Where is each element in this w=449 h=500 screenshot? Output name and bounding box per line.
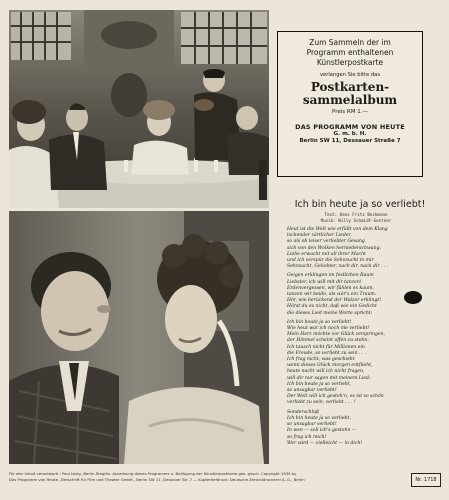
postcard-album-ad [277, 31, 423, 177]
lyrics-line: Ich bin heute ja so verliebt, [287, 381, 351, 387]
lyrics-line: Sehnsucht, Geliebter, nach dir, nach dir . . . [287, 264, 389, 270]
lyrics-line: heute nacht will ich nicht fragen, [287, 369, 365, 375]
footer-imprint [9, 471, 429, 482]
lyrics-line: wenn dieses Glück morgen entflieht, [287, 363, 373, 369]
lyrics-line: Mein Herz möchte vor Glück zerspringen, [287, 332, 386, 338]
lyrics-line: Wie heut war ich noch nie verliebt! [287, 326, 370, 332]
ad-gmbh: G. m. b. H. [333, 131, 367, 137]
text-credit: Text: Hans Fritz Beckmann [324, 212, 388, 217]
ad-price: Preis RM 1.— [332, 109, 368, 115]
song-title: Ich bin heute ja so verliebt! [294, 199, 426, 210]
lyrics-line: Wer wird — vielleicht — in dich! [287, 440, 363, 446]
ink-dot [404, 291, 422, 304]
ad-address: Berlin SW 11, Dessauer Straße 7 [299, 138, 401, 144]
photo-dinner-scene [9, 10, 269, 208]
music-credit: Musik: Willy Schmidt-Gentner [320, 218, 392, 223]
lyrics-line: tanzen wir beide, als wär's ein Traum. [287, 292, 377, 298]
ad-line-2: Programm enthaltenen [306, 48, 394, 57]
lyrics-line: der Himmel scheint offen zu stehn. [287, 338, 369, 344]
lyrics-line: Heut ist die Welt wie erfüllt von dem Klang [287, 227, 388, 232]
lyrics-stanza [287, 320, 439, 407]
lyrics-line: verliebt zu sein, verliebt . . . ! [287, 400, 356, 406]
ad-title-line-2: sammelalbum [302, 93, 398, 107]
lyrics-line: so unsagbar verliebt! [287, 388, 337, 394]
ad-publisher: DAS PROGRAMM VON HEUTE [295, 123, 405, 131]
lyrics-stanza [287, 227, 439, 270]
lyrics-line: Ich bin heute ja so verliebt, [287, 415, 351, 421]
lyrics-line: Liebe erwacht mit all ihrer Macht [287, 251, 366, 257]
lyrics-line: die Freude, so verliebt zu sein . . . [287, 350, 367, 356]
lyrics-stanza [287, 410, 439, 447]
lyrics-line: sich von den Wolken herniederschwang. [287, 245, 382, 251]
ad-line-3: Künstlerpostkarte [316, 58, 384, 67]
lyrics-line: Hörst du es nicht, daß wie ein Gedicht [287, 304, 377, 310]
issue-number: Nr. 1718 [411, 473, 441, 487]
song-credits [296, 212, 416, 224]
lyrics-line: Sonderschluß [287, 409, 320, 415]
lyrics-line: Ich bin heute ja so verliebt! [287, 319, 352, 325]
lyrics-line: so unsagbar verliebt! [287, 422, 337, 428]
ad-request: verlangen Sie bitte das [319, 72, 381, 78]
lyrics-line: so als ob leiser verliebter Gesang [287, 239, 365, 245]
lyrics-line: so frag ich mich! [287, 434, 327, 440]
lyrics-line: In wen — soll ich's gestehn — [287, 428, 357, 434]
footer-line-2: Das Programm von Heute, Zeitschrift für Film und Theater GmbH., Berlin SW 11, Dessauer Str. 7 — Kupfertiefdruck: Deutsche Zentraldruckerei A.-G., Berlin [9, 476, 305, 482]
song-lyrics [287, 227, 439, 450]
lyrics-line: Erdenvergessen, wir fühlen es kaum, [287, 285, 374, 291]
lyrics-line: die dieses Lied meine Worte spricht: [287, 310, 373, 316]
lyrics-line: lockender zärtlicher Lieder, [287, 233, 352, 239]
ad-title-line-1: Postkarten- [310, 80, 390, 94]
lyrics-line: Hör, wie berückend der Walzer erklingt! [287, 298, 382, 304]
lyrics-line: und ich verspür die Sehnsucht in mir [287, 258, 374, 264]
lyrics-line: Ich tausch nicht für Millionen ein [287, 344, 365, 350]
photo-couple-closeup [9, 211, 269, 464]
lyrics-line: Liebster, ich will mit dir tanzen! [287, 279, 362, 285]
lyrics-line: Ich frag nicht, was geschieht [287, 357, 355, 363]
lyrics-line: Der Welt will ich gesteh'n, es ist so schön [287, 394, 384, 400]
footer-line-1: Für den Inhalt verantwortl.: Paul Iskey, Berlin-Steglitz. Anordnung dieses Programms u. Beifügung der Künstlerpostkarte ges. gesch. Copyright 1939 by [9, 471, 297, 476]
ad-line-1: Zum Sammeln der im [309, 38, 391, 47]
lyrics-line: Geigen erklingen im festlichen Raum [287, 273, 374, 279]
lyrics-line: will dir nur sagen mit meinem Lied: [287, 375, 371, 381]
